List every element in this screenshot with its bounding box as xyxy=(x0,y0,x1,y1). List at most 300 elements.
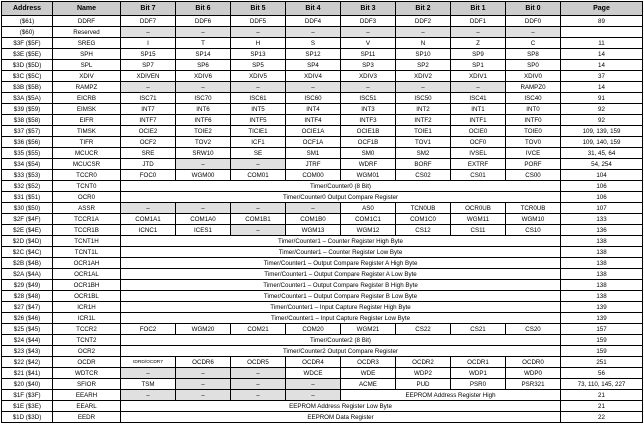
address-cell: $2F ($4F) xyxy=(2,214,53,225)
address-cell: $21 ($41) xyxy=(2,368,53,379)
bit-cell: INTF7 xyxy=(121,115,176,126)
bit-cell: FOC0 xyxy=(121,170,176,181)
bit-cell: XDIV5 xyxy=(231,71,286,82)
page-cell: 251 xyxy=(561,357,643,368)
bit-cell: – xyxy=(176,379,231,390)
bit-cell: OCF1A xyxy=(286,137,341,148)
name-cell: MCUCSR xyxy=(53,159,121,170)
bit-cell: OCDR5 xyxy=(231,357,286,368)
bit-cell: INT4 xyxy=(286,104,341,115)
bit-cell: WGM01 xyxy=(341,170,396,181)
address-cell: ($61) xyxy=(2,16,53,27)
bit-cell: DDF7 xyxy=(121,16,176,27)
page-cell: 31, 45, 64 xyxy=(561,148,643,159)
address-cell: $2E ($4E) xyxy=(2,225,53,236)
name-cell: TCNT2 xyxy=(53,335,121,346)
register-summary-table xyxy=(1,1,643,423)
header-bit5: Bit 5 xyxy=(231,2,286,16)
address-cell: $29 ($49) xyxy=(2,280,53,291)
bit-cell: SP10 xyxy=(396,49,451,60)
name-cell: OCDR xyxy=(53,357,121,368)
bit-cell: BORF xyxy=(396,159,451,170)
bit-cell: COM1A0 xyxy=(176,214,231,225)
address-cell: $39 ($59) xyxy=(2,104,53,115)
name-cell: ASSR xyxy=(53,203,121,214)
address-cell: $2D ($4D) xyxy=(2,236,53,247)
register-description-cell: EEPROM Address Register Low Byte xyxy=(121,401,561,412)
header-bit3: Bit 3 xyxy=(341,2,396,16)
page-cell: 138 xyxy=(561,247,643,258)
bit-cell: WDP2 xyxy=(396,368,451,379)
bit-cell: COM01 xyxy=(231,170,286,181)
table-body xyxy=(2,16,643,423)
bit-cell: AS0 xyxy=(341,203,396,214)
name-cell: TCNT0 xyxy=(53,181,121,192)
bit-cell: SP8 xyxy=(506,49,561,60)
name-cell: TCCR2 xyxy=(53,324,121,335)
register-description-cell: Timer/Counter2 Output Compare Register xyxy=(121,346,561,357)
bit-cell: SM1 xyxy=(286,148,341,159)
bit-cell: – xyxy=(231,368,286,379)
bit-cell: ACME xyxy=(341,379,396,390)
table-row xyxy=(2,357,643,368)
bit-cell: SE xyxy=(231,148,286,159)
bit-cell: CS10 xyxy=(506,225,561,236)
bit-cell: Z xyxy=(451,38,506,49)
address-cell: $31 ($51) xyxy=(2,192,53,203)
page-cell: 56 xyxy=(561,368,643,379)
address-cell: $2B ($4B) xyxy=(2,258,53,269)
table-row xyxy=(2,390,643,401)
bit-cell: S xyxy=(286,38,341,49)
bit-cell: TOV1 xyxy=(396,137,451,148)
name-cell: TCNT1H xyxy=(53,236,121,247)
header-address: Address xyxy=(2,2,53,16)
register-description-cell: Timer/Counter1 – Output Compare Register B Low Byte xyxy=(121,291,561,302)
table-row xyxy=(2,104,643,115)
page-cell: 159 xyxy=(561,346,643,357)
bit-cell: – xyxy=(176,27,231,38)
bit-cell: H xyxy=(231,38,286,49)
bit-cell: WDCE xyxy=(286,368,341,379)
bit-cell: – xyxy=(176,203,231,214)
address-cell: $1F ($3F) xyxy=(2,390,53,401)
bit-cell: SP2 xyxy=(396,60,451,71)
table-row xyxy=(2,148,643,159)
name-cell: EEARL xyxy=(53,401,121,412)
bit-cell: TOIE0 xyxy=(506,126,561,137)
bit-cell: WDP0 xyxy=(506,368,561,379)
name-cell: Reserved xyxy=(53,27,121,38)
bit-cell: IVCE xyxy=(506,148,561,159)
bit-cell: COM1C1 xyxy=(341,214,396,225)
bit-cell: COM1A1 xyxy=(121,214,176,225)
bit-cell: PORF xyxy=(506,159,561,170)
name-cell: MCUCR xyxy=(53,148,121,159)
bit-cell: ISC41 xyxy=(451,93,506,104)
bit-cell: XDIV3 xyxy=(341,71,396,82)
register-description-cell: Timer/Counter1 – Counter Register Low Byte xyxy=(121,247,561,258)
header-bit2: Bit 2 xyxy=(396,2,451,16)
bit-cell: OCDR2 xyxy=(396,357,451,368)
bit-cell: – xyxy=(451,82,506,93)
bit-cell: WGM12 xyxy=(341,225,396,236)
bit-cell: ICNC1 xyxy=(121,225,176,236)
header-row xyxy=(2,2,643,16)
bit-cell: SP14 xyxy=(176,49,231,60)
page-cell: 139 xyxy=(561,313,643,324)
address-cell: $24 ($44) xyxy=(2,335,53,346)
bit-cell: SP12 xyxy=(286,49,341,60)
bit-cell: INT1 xyxy=(451,104,506,115)
bit-cell: INTF6 xyxy=(176,115,231,126)
page-cell: 138 xyxy=(561,269,643,280)
page-cell: 92 xyxy=(561,104,643,115)
table-row xyxy=(2,412,643,423)
bit-cell: TOV2 xyxy=(176,137,231,148)
address-cell: $3A ($5A) xyxy=(2,93,53,104)
name-cell: DDRF xyxy=(53,16,121,27)
name-cell: TCCR1B xyxy=(53,225,121,236)
page-cell: 133 xyxy=(561,214,643,225)
page-cell: 14 xyxy=(561,82,643,93)
address-cell: $1E ($3E) xyxy=(2,401,53,412)
bit-cell: N xyxy=(396,38,451,49)
address-cell: $33 ($53) xyxy=(2,170,53,181)
bit-cell: XDIV6 xyxy=(176,71,231,82)
name-cell: EEDR xyxy=(53,412,121,423)
bit-cell: – xyxy=(341,27,396,38)
register-description-cell: EEPROM Data Register xyxy=(121,412,561,423)
address-cell: $22 ($42) xyxy=(2,357,53,368)
page-cell: 157 xyxy=(561,324,643,335)
page-cell: 91 xyxy=(561,93,643,104)
bit-cell: WGM00 xyxy=(176,170,231,181)
bit-cell: SP9 xyxy=(451,49,506,60)
bit-cell: T xyxy=(176,38,231,49)
bit-cell: OCF0 xyxy=(451,137,506,148)
page-cell: 14 xyxy=(561,49,643,60)
register-description-cell: Timer/Counter1 – Input Capture Register Low Byte xyxy=(121,313,561,324)
address-cell: $32 ($52) xyxy=(2,181,53,192)
bit-cell: COM1C0 xyxy=(396,214,451,225)
page-cell: 106 xyxy=(561,181,643,192)
bit-cell: – xyxy=(506,27,561,38)
name-cell: EICRB xyxy=(53,93,121,104)
name-cell: TCNT1L xyxy=(53,247,121,258)
bit-cell: COM1B0 xyxy=(286,214,341,225)
bit-cell: – xyxy=(176,390,231,401)
register-description-cell: Timer/Counter1 – Counter Register High Byte xyxy=(121,236,561,247)
bit-cell: INT3 xyxy=(341,104,396,115)
page-cell: 139 xyxy=(561,302,643,313)
bit-cell: INTF2 xyxy=(396,115,451,126)
table-row xyxy=(2,27,643,38)
register-description-cell: Timer/Counter2 (8 Bit) xyxy=(121,335,561,346)
page-cell: 22 xyxy=(561,412,643,423)
bit-cell: – xyxy=(231,159,286,170)
address-cell: $3C ($5C) xyxy=(2,71,53,82)
bit-cell: ISC51 xyxy=(341,93,396,104)
bit-cell: SP15 xyxy=(121,49,176,60)
bit-cell: SP13 xyxy=(231,49,286,60)
bit-cell: OCDR4 xyxy=(286,357,341,368)
address-cell: $2C ($4C) xyxy=(2,247,53,258)
bit-cell: CS22 xyxy=(396,324,451,335)
table-row xyxy=(2,291,643,302)
bit-cell: OCDR0 xyxy=(506,357,561,368)
bit-cell: SP6 xyxy=(176,60,231,71)
table-row xyxy=(2,60,643,71)
bit-cell: WGM20 xyxy=(176,324,231,335)
table-row xyxy=(2,126,643,137)
bit-cell: INT0 xyxy=(506,104,561,115)
address-cell: $36 ($56) xyxy=(2,137,53,148)
bit-cell: CS00 xyxy=(506,170,561,181)
bit-cell: WGM13 xyxy=(286,225,341,236)
address-cell: $27 ($47) xyxy=(2,302,53,313)
bit-cell: – xyxy=(231,390,286,401)
page-cell: 138 xyxy=(561,236,643,247)
table-row xyxy=(2,225,643,236)
table-row xyxy=(2,93,643,104)
bit-cell: – xyxy=(286,379,341,390)
bit-cell: TCN0UB xyxy=(396,203,451,214)
bit-cell: – xyxy=(286,390,341,401)
page-cell xyxy=(561,27,643,38)
bit-cell: SRW10 xyxy=(176,148,231,159)
name-cell: EEARH xyxy=(53,390,121,401)
name-cell: TCCR0 xyxy=(53,170,121,181)
name-cell: TIFR xyxy=(53,137,121,148)
bit-cell: INT2 xyxy=(396,104,451,115)
bit-cell: DDF1 xyxy=(451,16,506,27)
bit-cell: SP0 xyxy=(506,60,561,71)
bit-cell: WDRF xyxy=(341,159,396,170)
table-row xyxy=(2,269,643,280)
header-page: Page xyxy=(561,2,643,16)
table-row xyxy=(2,214,643,225)
name-cell: SFIOR xyxy=(53,379,121,390)
name-cell: OCR2 xyxy=(53,346,121,357)
bit-cell: – xyxy=(231,82,286,93)
bit-cell: INTF4 xyxy=(286,115,341,126)
page-cell: 89 xyxy=(561,16,643,27)
bit-cell: PSR321 xyxy=(506,379,561,390)
bit-cell: TCR0UB xyxy=(506,203,561,214)
bit-cell: V xyxy=(341,38,396,49)
bit-cell: – xyxy=(176,159,231,170)
bit-cell: – xyxy=(121,368,176,379)
bit-cell: JTRF xyxy=(286,159,341,170)
bit-cell: COM1B1 xyxy=(231,214,286,225)
bit-cell: – xyxy=(341,82,396,93)
bit-cell: OCDR3 xyxy=(341,357,396,368)
bit-cell: OCF2 xyxy=(121,137,176,148)
register-description-cell: Timer/Counter1 – Input Capture Register High Byte xyxy=(121,302,561,313)
name-cell: EIMSK xyxy=(53,104,121,115)
bit-cell: OCF1B xyxy=(341,137,396,148)
name-cell: OCR0 xyxy=(53,192,121,203)
register-description-cell: Timer/Counter1 – Output Compare Register B High Byte xyxy=(121,280,561,291)
bit-cell: SP3 xyxy=(341,60,396,71)
page-cell: 21 xyxy=(561,401,643,412)
bit-cell: WDE xyxy=(341,368,396,379)
page-cell: 109, 140, 159 xyxy=(561,137,643,148)
table-row xyxy=(2,335,643,346)
table-row xyxy=(2,313,643,324)
bit-cell: OCIE1B xyxy=(341,126,396,137)
bit-cell: OCIE1A xyxy=(286,126,341,137)
register-description-cell: Timer/Counter1 – Output Compare Register A Low Byte xyxy=(121,269,561,280)
bit-cell: ICES1 xyxy=(176,225,231,236)
table-row xyxy=(2,379,643,390)
table-row xyxy=(2,170,643,181)
register-description-cell: EEPROM Address Register High xyxy=(341,390,561,401)
page-cell: 107 xyxy=(561,203,643,214)
table-row xyxy=(2,247,643,258)
bit-cell: DDF4 xyxy=(286,16,341,27)
address-cell: $20 ($40) xyxy=(2,379,53,390)
page-cell: 37 xyxy=(561,71,643,82)
table-row xyxy=(2,324,643,335)
bit-cell: EXTRF xyxy=(451,159,506,170)
bit-cell: TOIE2 xyxy=(176,126,231,137)
bit-cell: – xyxy=(286,27,341,38)
address-cell: $3E ($5E) xyxy=(2,49,53,60)
address-cell: $2A ($4A) xyxy=(2,269,53,280)
address-cell: $30 ($50) xyxy=(2,203,53,214)
bit-cell: XDIVEN xyxy=(121,71,176,82)
header-name: Name xyxy=(53,2,121,16)
page-cell: 159 xyxy=(561,335,643,346)
table-row xyxy=(2,71,643,82)
bit-cell: XDIV4 xyxy=(286,71,341,82)
bit-cell: – xyxy=(231,379,286,390)
bit-cell: WDP1 xyxy=(451,368,506,379)
table-row xyxy=(2,203,643,214)
bit-cell: RAMPZ0 xyxy=(506,82,561,93)
bit-cell: OCDR1 xyxy=(451,357,506,368)
bit-cell: COM21 xyxy=(231,324,286,335)
name-cell: SREG xyxy=(53,38,121,49)
table-row xyxy=(2,16,643,27)
bit-cell: – xyxy=(231,27,286,38)
name-cell: ICR1H xyxy=(53,302,121,313)
bit-cell: INTF0 xyxy=(506,115,561,126)
page-cell: 11 xyxy=(561,38,643,49)
bit-cell: CS12 xyxy=(396,225,451,236)
table-row xyxy=(2,192,643,203)
bit-cell: XDIV0 xyxy=(506,71,561,82)
name-cell: EIFR xyxy=(53,115,121,126)
bit-cell: INT7 xyxy=(121,104,176,115)
bit-cell: SP11 xyxy=(341,49,396,60)
bit-cell: DDF2 xyxy=(396,16,451,27)
bit-cell: PUD xyxy=(396,379,451,390)
bit-cell: ISC71 xyxy=(121,93,176,104)
address-cell: $37 ($57) xyxy=(2,126,53,137)
name-cell: OCR1AH xyxy=(53,258,121,269)
table-row xyxy=(2,115,643,126)
bit-cell: COM00 xyxy=(286,170,341,181)
bit-cell: OCIE2 xyxy=(121,126,176,137)
bit-cell: INT6 xyxy=(176,104,231,115)
bit-cell: – xyxy=(121,27,176,38)
bit-cell: – xyxy=(121,203,176,214)
bit-cell: – xyxy=(396,82,451,93)
bit-cell: – xyxy=(231,203,286,214)
bit-cell: TOIE1 xyxy=(396,126,451,137)
bit-cell: SRE xyxy=(121,148,176,159)
bit-cell: – xyxy=(176,368,231,379)
bit-cell: DDF6 xyxy=(176,16,231,27)
name-cell: OCR1BL xyxy=(53,291,121,302)
bit-cell: TICIE1 xyxy=(231,126,286,137)
table-row xyxy=(2,280,643,291)
address-cell: $3B ($5B) xyxy=(2,82,53,93)
name-cell: TCCR1A xyxy=(53,214,121,225)
bit-cell: TOV0 xyxy=(506,137,561,148)
table-row xyxy=(2,368,643,379)
bit-cell: – xyxy=(176,82,231,93)
bit-cell: SP4 xyxy=(286,60,341,71)
bit-cell: XDIV1 xyxy=(451,71,506,82)
bit-cell: SM2 xyxy=(396,148,451,159)
bit-cell: PSR0 xyxy=(451,379,506,390)
address-cell: $25 ($45) xyxy=(2,324,53,335)
bit-cell: SM0 xyxy=(341,148,396,159)
bit-cell: FOC2 xyxy=(121,324,176,335)
address-cell: $34 ($54) xyxy=(2,159,53,170)
page-cell: 138 xyxy=(561,291,643,302)
bit-cell: – xyxy=(286,203,341,214)
table-row xyxy=(2,302,643,313)
bit-cell: INT5 xyxy=(231,104,286,115)
page-cell: 136 xyxy=(561,225,643,236)
bit-cell: ISC61 xyxy=(231,93,286,104)
bit-cell: ISC50 xyxy=(396,93,451,104)
table-row xyxy=(2,38,643,49)
address-cell: $23 ($43) xyxy=(2,346,53,357)
bit-cell: WGM10 xyxy=(506,214,561,225)
bit-cell: ISC70 xyxy=(176,93,231,104)
bit-cell: JTD xyxy=(121,159,176,170)
page-cell: 138 xyxy=(561,280,643,291)
bit-cell: I xyxy=(121,38,176,49)
bit-cell: IDRD/OCDR7 xyxy=(121,357,176,368)
name-cell: TIMSK xyxy=(53,126,121,137)
table-row xyxy=(2,137,643,148)
bit-cell: INTF1 xyxy=(451,115,506,126)
bit-cell: OCR0UB xyxy=(451,203,506,214)
bit-cell: CS11 xyxy=(451,225,506,236)
bit-cell: SP7 xyxy=(121,60,176,71)
bit-cell: ISC60 xyxy=(286,93,341,104)
name-cell: RAMPZ xyxy=(53,82,121,93)
table-row xyxy=(2,181,643,192)
bit-cell: SP5 xyxy=(231,60,286,71)
name-cell: SPH xyxy=(53,49,121,60)
bit-cell: CS02 xyxy=(396,170,451,181)
bit-cell: COM20 xyxy=(286,324,341,335)
bit-cell: XDIV2 xyxy=(396,71,451,82)
address-cell: $26 ($46) xyxy=(2,313,53,324)
page-cell: 14 xyxy=(561,60,643,71)
table-row xyxy=(2,236,643,247)
name-cell: SPL xyxy=(53,60,121,71)
bit-cell: – xyxy=(121,390,176,401)
